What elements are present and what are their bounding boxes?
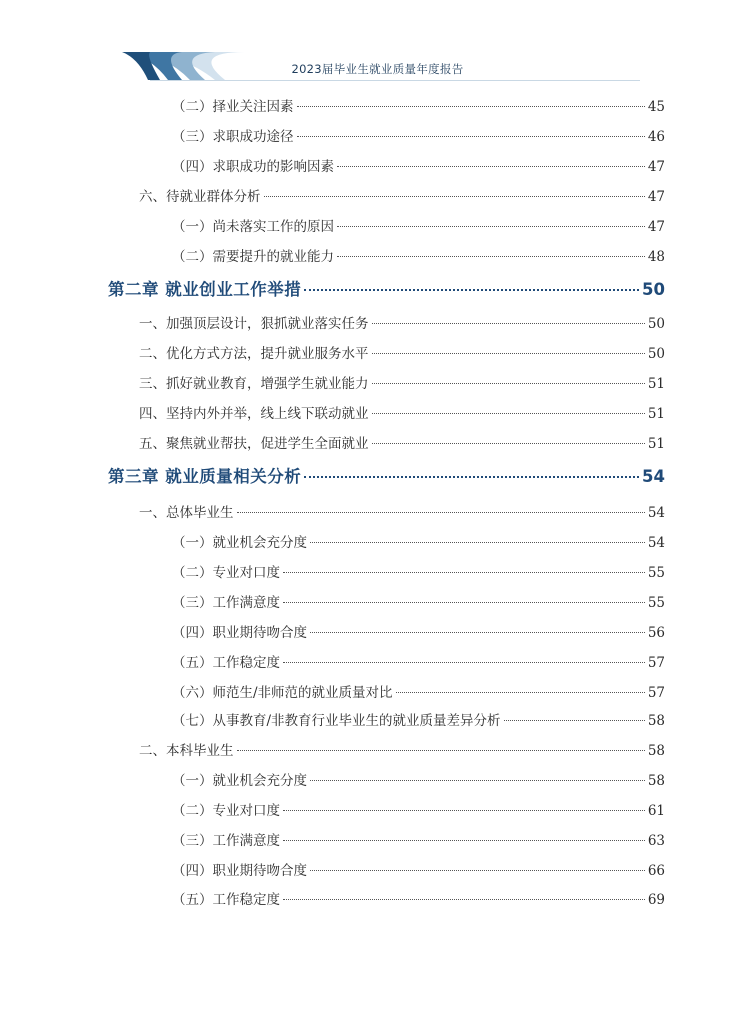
- toc-entry-label: 第二章 就业创业工作举措: [108, 280, 302, 299]
- toc-leader-dots: [304, 476, 639, 478]
- toc-entry[interactable]: [139, 312, 665, 332]
- toc-leader-dots: [264, 196, 645, 197]
- toc-leader-dots: [504, 720, 645, 721]
- toc-page-number: 47: [647, 189, 665, 205]
- toc-page-number: 51: [647, 376, 665, 392]
- toc-page-number: 51: [647, 406, 665, 422]
- toc-page-number: 55: [647, 595, 665, 611]
- toc-page-number: 58: [647, 773, 665, 789]
- toc-page-number: 50: [642, 280, 665, 299]
- toc-entry[interactable]: [172, 215, 665, 235]
- toc-leader-dots: [372, 383, 645, 384]
- toc-entry-label: （二）择业关注因素: [172, 99, 294, 115]
- toc-entry[interactable]: [172, 245, 665, 265]
- toc-leader-dots: [372, 413, 645, 414]
- toc-leader-dots: [310, 870, 645, 871]
- toc-entry-label: （一）就业机会充分度: [172, 773, 307, 789]
- toc-leader-dots: [372, 323, 645, 324]
- toc-leader-dots: [337, 166, 645, 167]
- toc-entry[interactable]: [172, 621, 665, 641]
- toc-page-number: 50: [647, 346, 665, 362]
- toc-page-number: 54: [647, 535, 665, 551]
- toc-page-number: 50: [647, 316, 665, 332]
- toc-page-number: 58: [647, 743, 665, 759]
- toc-entry-label: （七）从事教育/非教育行业毕业生的就业质量差异分析: [172, 713, 501, 729]
- toc-entry[interactable]: [172, 681, 665, 701]
- toc-entry[interactable]: [172, 888, 665, 908]
- toc-page-number: 58: [647, 713, 665, 729]
- toc-entry-label: （二）需要提升的就业能力: [172, 249, 334, 265]
- toc-entry-label: （五）工作稳定度: [172, 892, 280, 908]
- toc-page-number: 54: [647, 505, 665, 521]
- toc-leader-dots: [297, 106, 645, 107]
- toc-page-number: 66: [647, 863, 665, 879]
- toc-entry[interactable]: [172, 651, 665, 671]
- toc-leader-dots: [237, 512, 645, 513]
- toc-entry[interactable]: [139, 185, 665, 205]
- toc-entry[interactable]: [172, 709, 665, 729]
- toc-entry[interactable]: [139, 501, 665, 521]
- toc-entry[interactable]: [172, 769, 665, 789]
- toc-leader-dots: [337, 226, 645, 227]
- toc-page-number: 57: [647, 685, 665, 701]
- toc-page-number: 63: [647, 833, 665, 849]
- toc-entry[interactable]: [139, 432, 665, 452]
- toc-chapter-entry[interactable]: [108, 463, 665, 487]
- toc-entry[interactable]: [172, 95, 665, 115]
- toc-entry[interactable]: [172, 859, 665, 879]
- toc-entry-label: （一）尚未落实工作的原因: [172, 219, 334, 235]
- toc-page-number: 47: [647, 159, 665, 175]
- toc-leader-dots: [283, 810, 645, 811]
- toc-leader-dots: [283, 899, 645, 900]
- toc-page-number: 69: [647, 892, 665, 908]
- toc-entry-label: 四、坚持内外并举，线上线下联动就业: [139, 406, 369, 422]
- toc-entry-label: 第三章 就业质量相关分析: [108, 467, 302, 486]
- toc-entry[interactable]: [172, 155, 665, 175]
- toc-page-number: 51: [647, 436, 665, 452]
- toc-entry-label: （六）师范生/非师范的就业质量对比: [172, 685, 393, 701]
- toc-entry[interactable]: [139, 372, 665, 392]
- toc-leader-dots: [304, 289, 639, 291]
- toc-entry[interactable]: [172, 561, 665, 581]
- toc-page-number: 54: [642, 467, 665, 486]
- toc-entry[interactable]: [172, 829, 665, 849]
- toc-entry-label: 五、聚焦就业帮扶，促进学生全面就业: [139, 436, 369, 452]
- toc-entry[interactable]: [172, 799, 665, 819]
- toc-entry-label: （四）职业期待吻合度: [172, 863, 307, 879]
- toc-leader-dots: [310, 632, 645, 633]
- toc-leader-dots: [283, 572, 645, 573]
- toc-entry[interactable]: [139, 402, 665, 422]
- toc-page-number: 47: [647, 219, 665, 235]
- toc-leader-dots: [310, 780, 645, 781]
- toc-leader-dots: [310, 542, 645, 543]
- toc-page-number: 57: [647, 655, 665, 671]
- toc-leader-dots: [283, 602, 645, 603]
- toc-page-number: 56: [647, 625, 665, 641]
- toc-leader-dots: [237, 750, 645, 751]
- toc-page-number: 48: [647, 249, 665, 265]
- toc-entry-label: （四）职业期待吻合度: [172, 625, 307, 641]
- toc-entry-label: 二、优化方式方法，提升就业服务水平: [139, 346, 369, 362]
- toc-page-number: 46: [647, 129, 665, 145]
- toc-chapter-entry[interactable]: [108, 276, 665, 300]
- toc-entry-label: （三）求职成功途径: [172, 129, 294, 145]
- toc-entry[interactable]: [139, 342, 665, 362]
- toc-leader-dots: [297, 136, 645, 137]
- toc-entry-label: 三、抓好就业教育，增强学生就业能力: [139, 376, 369, 392]
- toc-entry-label: （三）工作满意度: [172, 595, 280, 611]
- toc-page-number: 45: [647, 99, 665, 115]
- toc-leader-dots: [372, 353, 645, 354]
- toc-leader-dots: [396, 692, 645, 693]
- toc-leader-dots: [283, 662, 645, 663]
- toc-entry-label: （一）就业机会充分度: [172, 535, 307, 551]
- header-title: 2023届毕业生就业质量年度报告: [291, 62, 464, 76]
- toc-entry-label: 六、待就业群体分析: [139, 189, 261, 205]
- toc-entry-label: （五）工作稳定度: [172, 655, 280, 671]
- toc-leader-dots: [283, 840, 645, 841]
- toc-page-number: 61: [647, 803, 665, 819]
- toc-entry[interactable]: [172, 125, 665, 145]
- toc-leader-dots: [337, 256, 645, 257]
- toc-entry[interactable]: [139, 739, 665, 759]
- toc-entry[interactable]: [172, 591, 665, 611]
- toc-entry-label: 一、总体毕业生: [139, 505, 234, 521]
- toc-entry-label: （三）工作满意度: [172, 833, 280, 849]
- toc-entry-label: 二、本科毕业生: [139, 743, 234, 759]
- toc-entry-label: 一、加强顶层设计，狠抓就业落实任务: [139, 316, 369, 332]
- toc-leader-dots: [372, 443, 645, 444]
- toc-entry-label: （四）求职成功的影响因素: [172, 159, 334, 175]
- toc-page-number: 55: [647, 565, 665, 581]
- toc-entry-label: （二）专业对口度: [172, 803, 280, 819]
- toc-entry[interactable]: [172, 531, 665, 551]
- toc-entry-label: （二）专业对口度: [172, 565, 280, 581]
